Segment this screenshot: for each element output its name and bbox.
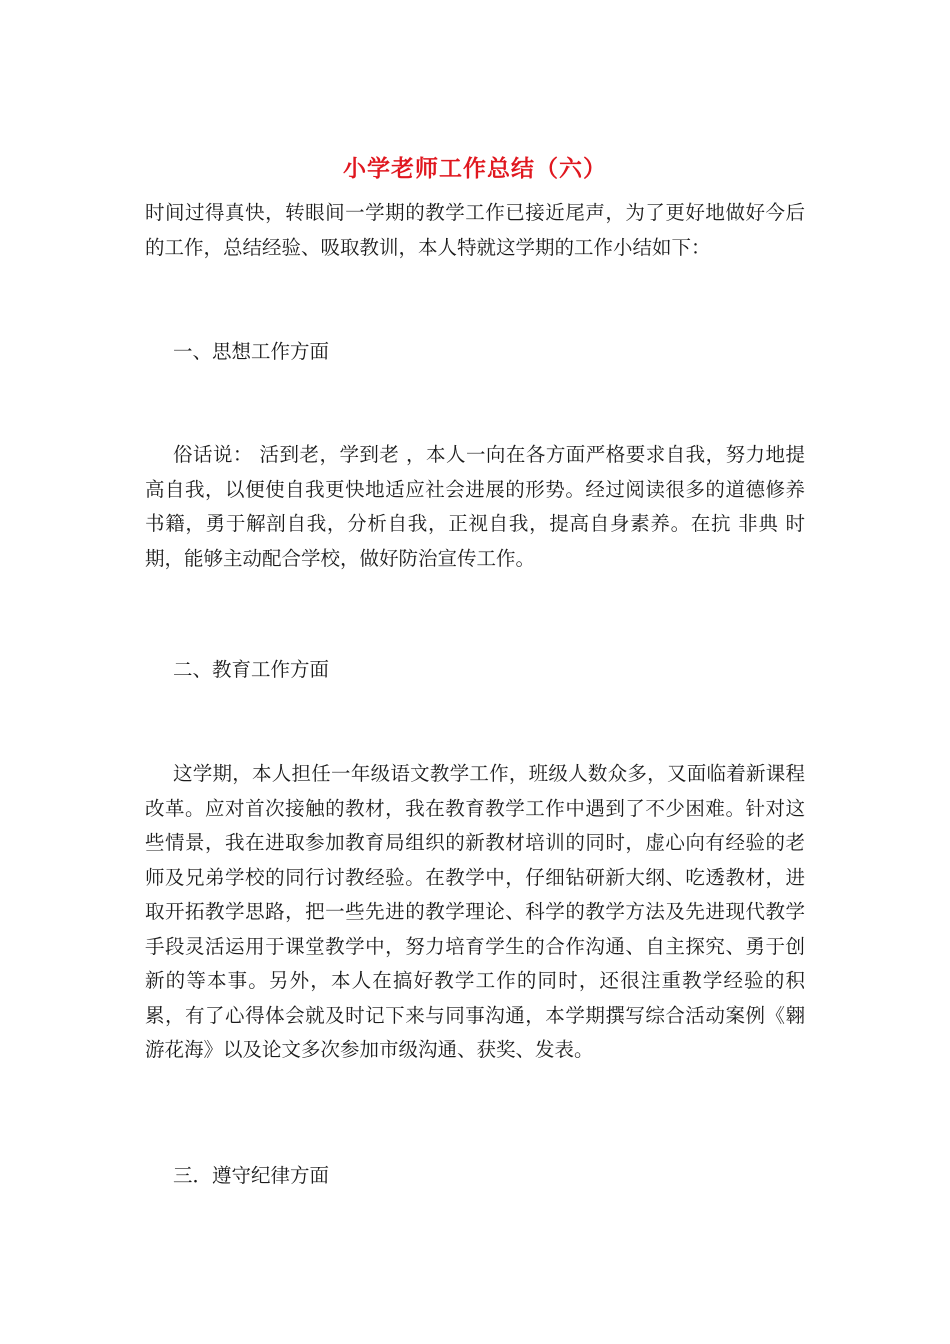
section-body-thought: 俗话说： 活到老，学到老 ，本人一向在各方面严格要求自我，努力地提高自我，以便使自我更快地适应社会进展的形势。经过阅读很多的道德修养书籍，勇于解剖自我，分析自我，正视自我，提高自身素养。在抗 非典 时期，能够主动配合学校，做好防治宣传工作。 bbox=[145, 443, 805, 570]
section-heading-education: 二、教育工作方面 bbox=[173, 658, 330, 681]
section-heading-discipline: 三．遵守纪律方面 bbox=[173, 1164, 330, 1187]
intro-paragraph: 时间过得真快，转眼间一学期的教学工作已接近尾声，为了更好地做好今后的工作，总结经验、吸取教训，本人特就这学期的工作小结如下： bbox=[145, 201, 805, 259]
document-title: 小学老师工作总结（六） bbox=[343, 155, 607, 182]
section-body-education: 这学期，本人担任一年级语文教学工作，班级人数众多，又面临着新课程改革。应对首次接触的教材，我在教育教学工作中遇到了不少困难。针对这些情景，我在进取参加教育局组织的新教材培训的同时，虚心向有经验的老师及兄弟学校的同行讨教经验。在教学中，仔细钻研新大纲、吃透教材，进取开拓教学思路，把一些先进的教学理论、科学的教学方法及先进现代教学手段灵活运用于课堂教学中，努力培育学生的合作沟通、自主探究、勇于创新的等本事。另外，本人在搞好教学工作的同时，还很注重教学经验的积累，有了心得体会就及时记下来与同事沟通，本学期撰写综合活动案例《翱游花海》以及论文多次参加市级沟通、获奖、发表。 bbox=[145, 762, 805, 1061]
section-heading-thought: 一、思想工作方面 bbox=[173, 340, 330, 363]
